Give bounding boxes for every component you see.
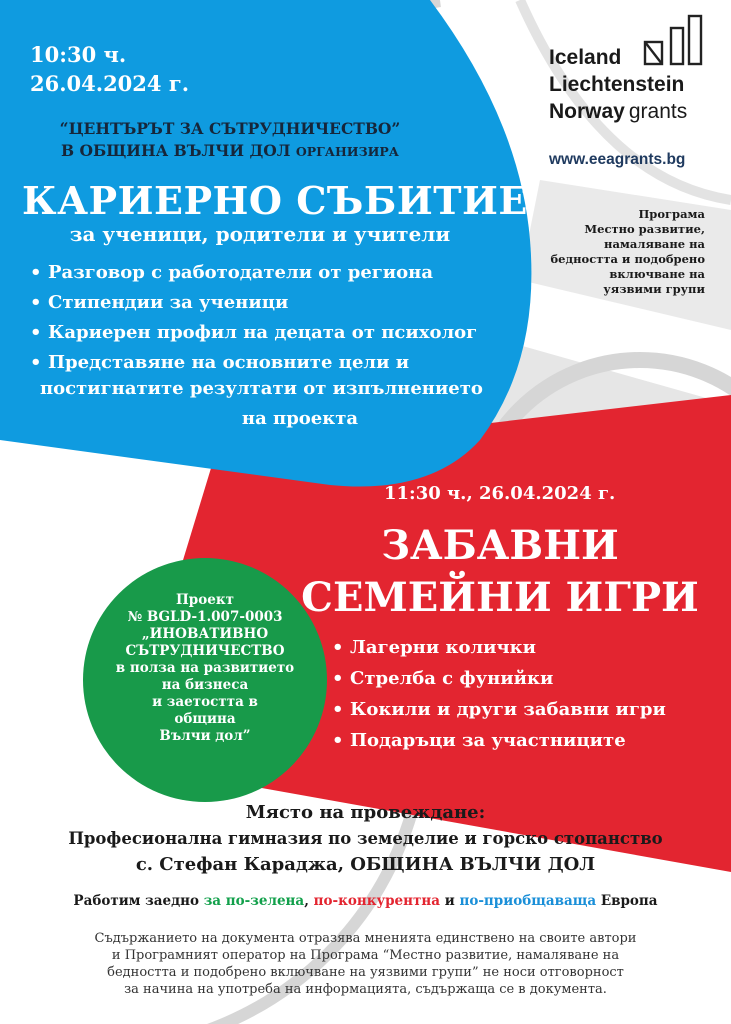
slogan-part: Работим заедно (73, 893, 199, 909)
disclaimer (0, 930, 731, 998)
event-bullet: • Разговор с работодатели от региона (28, 258, 508, 288)
venue-block (0, 800, 731, 878)
organizer-suffix: ОРГАНИЗИРА (295, 144, 399, 159)
organizer-line2: В ОБЩИНА ВЪЛЧИ ДОЛ (61, 141, 291, 160)
program-line: включване на (609, 267, 705, 281)
slogan-part: и (440, 893, 460, 909)
event-time: 10:30 ч. (30, 42, 127, 67)
logo-norway-line (549, 98, 687, 125)
program-line: намаляване на (604, 237, 705, 251)
event-bullet: • Кариерен профил на децата от психолог (28, 318, 508, 348)
event-title: КАРИЕРНО СЪБИТИЕ (22, 178, 528, 223)
program-line: уязвими групи (603, 282, 705, 296)
slogan-part: , (304, 893, 314, 909)
second-event-title (290, 520, 710, 624)
logo-liechtenstein: Liechtenstein (549, 73, 685, 96)
logo-text (549, 44, 687, 125)
logo-grants: grants (628, 100, 688, 123)
project-block (100, 592, 310, 745)
event-date: 26.04.2024 г. (30, 71, 190, 96)
disclaimer-line: Съдържанието на документа отразява мненията единствено на своите автори (94, 931, 637, 946)
second-event-title-line1: ЗАБАВНИ (381, 522, 619, 569)
second-event-datetime: 11:30 ч., 26.04.2024 г. (384, 483, 616, 504)
slogan-part: Европа (600, 893, 658, 909)
venue-line1: Професионална гимназия по земеделие и горско стопанство (68, 829, 663, 848)
venue-heading: Място на провеждане: (245, 802, 486, 823)
project-line: и заетостта в (152, 694, 258, 710)
slogan-inclusive: по-приобщаваща (459, 893, 597, 909)
project-line: на бизнеса (161, 677, 249, 693)
organizer-line1: “ЦЕНТЪРЪТ ЗА СЪТРУДНИЧЕСТВО” (59, 119, 401, 138)
project-line: община (174, 711, 236, 727)
venue-line2: с. Стефан Караджа, ОБЩИНА ВЪЛЧИ ДОЛ (135, 854, 596, 875)
project-line: в полза на развитието (115, 660, 295, 676)
project-line: № BGLD-1.007-0003 (127, 609, 283, 625)
project-line: Вълчи дол” (159, 728, 251, 744)
project-line: „ИНОВАТИВНО (141, 626, 269, 642)
program-block (505, 207, 705, 297)
logo-iceland: Iceland (549, 46, 622, 69)
program-line: Местно развитие, (584, 222, 705, 236)
event-subtitle: за ученици, родители и учители (69, 222, 451, 246)
program-line: Програма (638, 207, 705, 221)
project-line: Проект (176, 592, 234, 608)
second-event-bullet: • Подаръци за участниците (330, 725, 710, 756)
website-link[interactable]: www.eeagrants.bg (549, 151, 686, 168)
organizer-line2-wrap (30, 140, 430, 163)
logo-norway: Norway (549, 100, 625, 123)
disclaimer-line: бедността и подобрено включване на уязвими групи” не носи отговорност (107, 965, 624, 980)
second-event-bullet: • Стрелба с фунийки (330, 663, 710, 694)
project-line: СЪТРУДНИЧЕСТВО (125, 643, 285, 659)
second-event-bullet: • Лагерни колички (330, 632, 710, 663)
event-bullet: • Стипендии за ученици (28, 288, 508, 318)
second-event-bullet: • Кокили и други забавни игри (330, 694, 710, 725)
slogan (0, 893, 731, 909)
organizer-block (30, 118, 430, 163)
event-bullet-list (28, 258, 508, 378)
slogan-greener: за по-зелена (203, 893, 305, 909)
second-event-title-line2: СЕМЕЙНИ ИГРИ (301, 574, 699, 621)
event-bullet: • Представяне на основните цели и (28, 348, 508, 378)
event-bullet-continuation: постигнатите резултати от изпълнението (40, 378, 483, 399)
disclaimer-line: за начина на употреба на информацията, съдържаща се в документа. (124, 982, 607, 997)
slogan-competitive: по-конкурентна (313, 893, 441, 909)
event-bullet-continuation-2: на проекта (241, 408, 359, 429)
second-event-bullet-list (330, 632, 710, 756)
disclaimer-line: и Програмният оператор на Програма “Местно развитие, намаляване на (111, 948, 620, 963)
program-line: бедността и подобрено (550, 252, 705, 266)
